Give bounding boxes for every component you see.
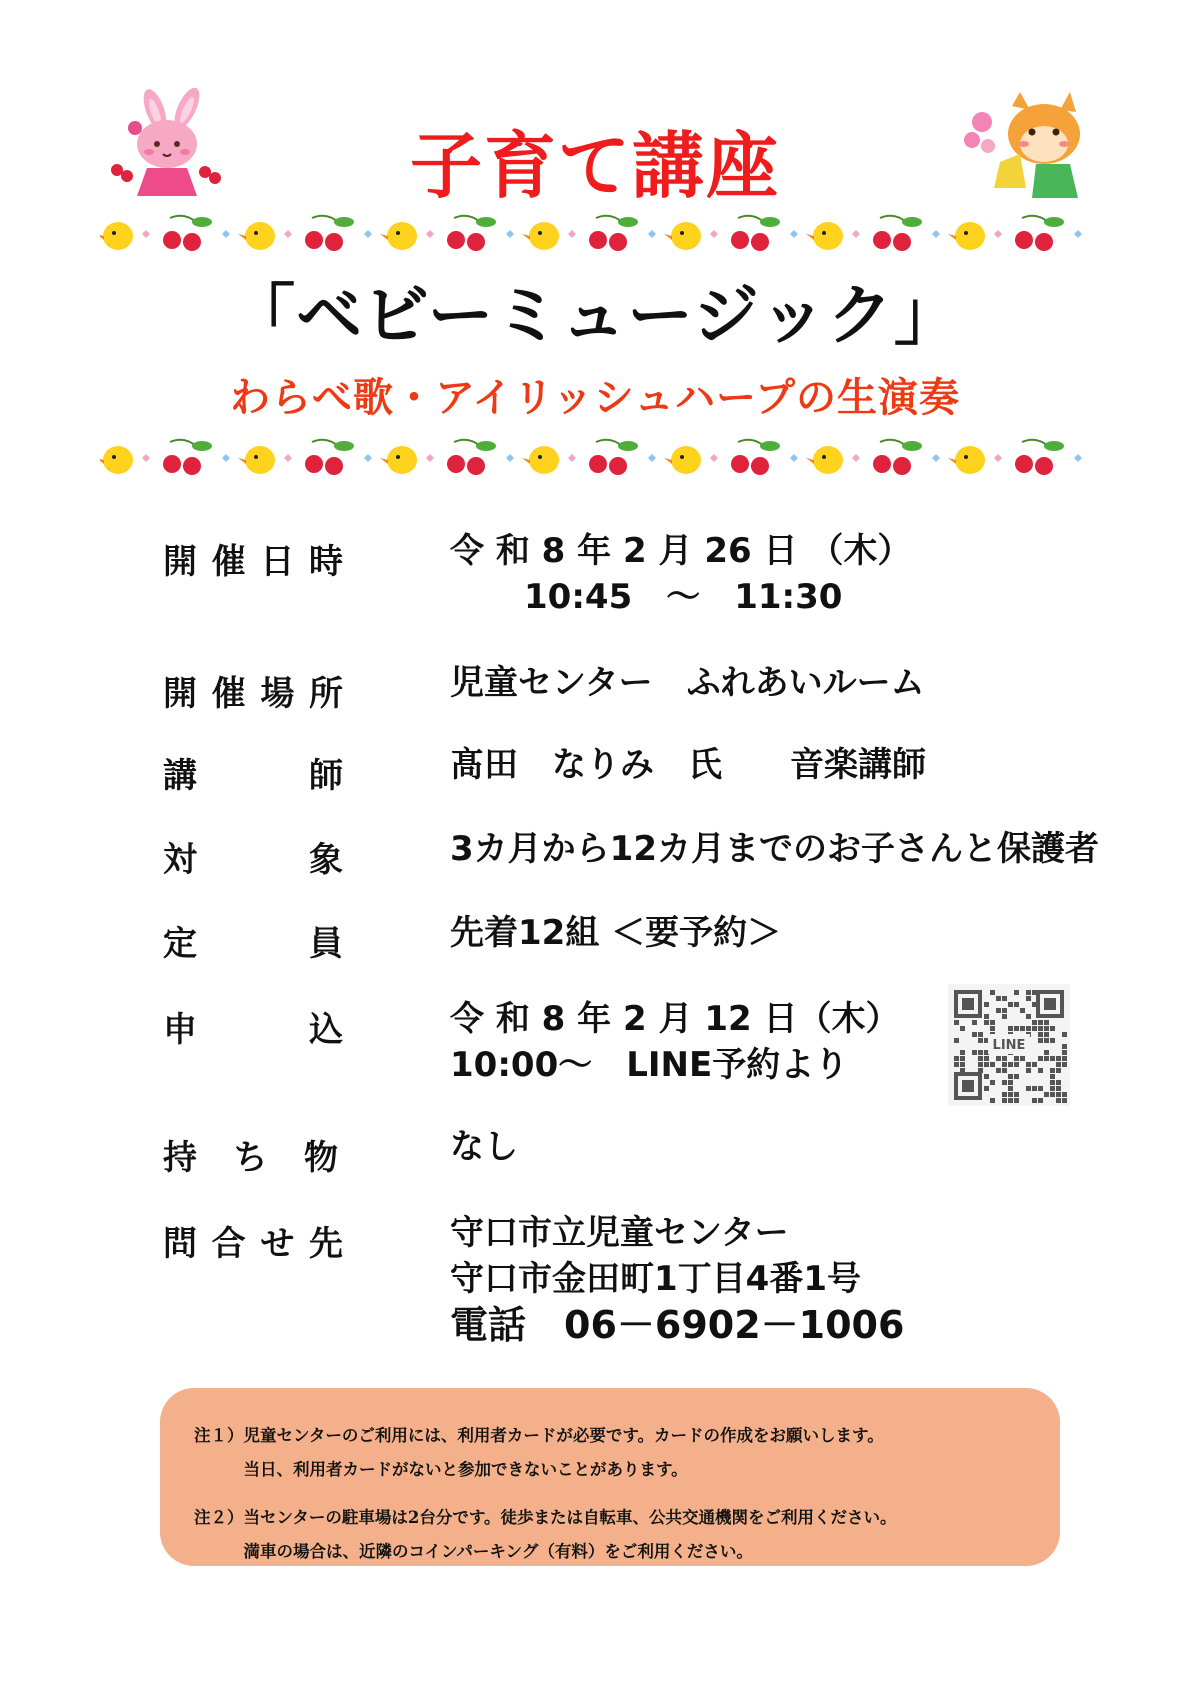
apply-method: 10:00～ LINE予約より [450,1045,849,1085]
date-value: 令 和 8 年 2 月 26 日 （木） [450,531,912,571]
qr-module [1062,1044,1067,1049]
qr-module [1038,1032,1043,1037]
qr-module [1044,1092,1049,1097]
qr-module [1014,990,1019,995]
contact-label: 問 合 せ 先 [163,1224,343,1264]
qr-module [1008,1002,1013,1007]
qr-module [984,1062,989,1067]
date-label: 開 催 日 時 [163,542,343,582]
program-subtitle: わらべ歌・アイリッシュハープの生演奏 [230,375,960,421]
heart-icon [364,454,372,462]
cherry-icon [589,216,638,251]
heart-icon [506,230,514,238]
apply-date: 令 和 8 年 2 月 12 日（木） [450,999,900,1039]
decorative-border-bottom [100,432,1090,482]
qr-module [1032,1098,1037,1103]
target-value: 3カ月から12カ月までのお子さんと保護者 [450,829,1099,869]
heart-icon [142,230,150,238]
target-label: 対 象 [163,840,343,880]
contact-address: 守口市金田町1丁目4番1号 [450,1259,861,1299]
qr-module [1002,1098,1007,1103]
qr-module [1044,1032,1049,1037]
heart-icon [852,230,860,238]
qr-module [1014,1062,1019,1067]
qr-module [1032,1086,1037,1091]
qr-module [1014,1002,1019,1007]
apply-label: 申 込 [163,1010,343,1050]
qr-module [1038,1098,1043,1103]
heart-icon [426,454,434,462]
qr-module [1008,1092,1013,1097]
qr-module [996,996,1001,1001]
qr-module [1026,1086,1031,1091]
lecturer-value: 髙田 なりみ 氏 音楽講師 [450,745,926,785]
decorative-border-top [100,208,1090,258]
page-title: 子育て講座 [409,124,780,208]
chick-icon [948,222,985,250]
contact-name: 守口市立児童センター [450,1213,789,1253]
lecturer-label: 講 師 [163,756,343,796]
qr-module [972,1050,977,1055]
heart-icon [852,454,860,462]
bring-value: なし [450,1127,518,1167]
qr-module [1002,1062,1007,1067]
chick-icon [380,222,417,250]
cherry-icon [163,216,212,251]
qr-module [1008,1098,1013,1103]
heart-icon [932,230,940,238]
qr-module [1056,1092,1061,1097]
qr-module [1026,996,1031,1001]
qr-module [1032,1062,1037,1067]
qr-module [1014,1092,1019,1097]
qr-module [1044,1026,1049,1031]
qr-module [1062,1056,1067,1061]
chick-icon [664,446,701,474]
qr-module [1014,1074,1019,1079]
qr-module [1026,1068,1031,1073]
qr-module [1020,1026,1025,1031]
qr-module [984,1002,989,1007]
chick-icon [238,446,275,474]
qr-module [1026,1062,1031,1067]
qr-module [978,1050,983,1055]
heart-icon [426,230,434,238]
heart-icon [568,230,576,238]
chick-icon [522,446,559,474]
cherry-icon [305,216,354,251]
qr-module [1050,1038,1055,1043]
capacity-value: 先着12組 ＜要予約＞ [450,913,782,953]
bring-label: 持 ち 物 [163,1138,338,1178]
qr-module [996,1008,1001,1013]
qr-module [954,1020,959,1025]
qr-module [978,1038,983,1043]
cherry-icon [873,440,922,475]
chick-icon [238,222,275,250]
qr-module [1050,1074,1055,1079]
cherry-icon [731,216,780,251]
qr-module [996,1068,1001,1073]
cherry-icon [1015,216,1064,251]
program-name: 「ベビーミュージック」 [229,277,961,354]
qr-module [990,1062,995,1067]
chick-icon [806,222,843,250]
chick-icon [948,446,985,474]
heart-icon [648,454,656,462]
qr-module [972,1020,977,1025]
qr-module [1062,1050,1067,1055]
qr-module [1062,1092,1067,1097]
qr-module [1050,1080,1055,1085]
contact-phone: 電話 06－6902－1006 [450,1303,905,1347]
time-value: 10:45 ～ 11:30 [524,577,843,617]
qr-module [1008,1074,1013,1079]
qr-module [1038,1026,1043,1031]
heart-icon [932,454,940,462]
heart-icon [710,230,718,238]
heart-icon [994,230,1002,238]
qr-module [996,1056,1001,1061]
qr-module [1014,1098,1019,1103]
qr-module [1008,1062,1013,1067]
qr-module [960,1050,965,1055]
qr-module [984,1074,989,1079]
note1-line2: 当日、利用者カードがないと参加できないことがあります。 [194,1460,688,1479]
qr-module [1056,1098,1061,1103]
qr-module [1002,1008,1007,1013]
heart-icon [222,454,230,462]
qr-module [1056,1086,1061,1091]
qr-module [1062,1098,1067,1103]
heart-icon [284,230,292,238]
qr-module [990,990,995,995]
heart-icon [364,230,372,238]
cherry-icon [731,440,780,475]
qr-module [1044,1050,1049,1055]
qr-module [1044,1056,1049,1061]
qr-module [1008,1080,1013,1085]
qr-module [1050,1026,1055,1031]
cherry-icon [305,440,354,475]
qr-module [1044,1020,1049,1025]
qr-module [1026,1014,1031,1019]
qr-module [1032,1020,1037,1025]
qr-module [978,1062,983,1067]
heart-icon [506,454,514,462]
qr-module [1002,1068,1007,1073]
qr-module [1038,1086,1043,1091]
capacity-label: 定 員 [163,924,343,964]
line-qr-code[interactable] [948,984,1070,1106]
heart-icon [790,454,798,462]
cherry-icon [589,440,638,475]
qr-module [1062,1032,1067,1037]
qr-module [1050,1068,1055,1073]
qr-module [1008,1026,1013,1031]
cherry-icon [447,216,496,251]
qr-module [1002,996,1007,1001]
qr-module [1008,1086,1013,1091]
note1-line1: 注１）児童センターのご利用には、利用者カードが必要です。カードの作成をお願いします。 [194,1426,884,1445]
cherry-icon [1015,440,1064,475]
qr-module [960,1062,965,1067]
qr-module [1050,1086,1055,1091]
qr-module [990,1080,995,1085]
qr-module [984,1014,989,1019]
qr-module [984,1020,989,1025]
qr-module [1038,1056,1043,1061]
chick-icon [664,222,701,250]
heart-icon [1074,230,1082,238]
qr-module [984,1086,989,1091]
cherry-icon [447,440,496,475]
qr-module [1050,1056,1055,1061]
heart-icon [710,454,718,462]
note2-line1: 注２）当センターの駐車場は2台分です。徒歩または自転車、公共交通機関をご利用ください。 [194,1508,897,1527]
qr-module [954,1038,959,1043]
chick-icon [522,222,559,250]
note2-line2: 満車の場合は、近隣のコインパーキング（有料）をご利用ください。 [194,1542,753,1561]
qr-module [1002,1080,1007,1085]
cherry-icon [163,440,212,475]
qr-module [1050,1092,1055,1097]
qr-module [990,1098,995,1103]
heart-icon [222,230,230,238]
chick-icon [100,222,133,250]
qr-module [990,1026,995,1031]
qr-module [1056,1062,1061,1067]
heart-icon [994,454,1002,462]
qr-module [978,1056,983,1061]
qr-module [954,1062,959,1067]
qr-module [954,1056,959,1061]
qr-module [1014,1026,1019,1031]
cherry-icon [873,216,922,251]
qr-module [1020,1008,1025,1013]
qr-module [1056,1080,1061,1085]
qr-line-text: LINE [992,1038,1026,1053]
qr-module [1038,1038,1043,1043]
heart-icon [284,454,292,462]
qr-module [1002,1014,1007,1019]
venue-value: 児童センター ふれあいルーム [450,663,925,703]
qr-module [960,1026,965,1031]
qr-module [1044,1038,1049,1043]
qr-module [1062,1062,1067,1067]
qr-module [1038,1068,1043,1073]
qr-module [1038,1020,1043,1025]
chick-icon [806,446,843,474]
qr-module [1026,990,1031,995]
qr-module [1002,1092,1007,1097]
qr-module [990,1020,995,1025]
heart-icon [1074,454,1082,462]
qr-module [1056,1068,1061,1073]
qr-module [972,1032,977,1037]
heart-icon [790,230,798,238]
qr-module [1032,1026,1037,1031]
qr-module [960,1056,965,1061]
heart-icon [142,454,150,462]
heart-icon [568,454,576,462]
qr-module [1020,1056,1025,1061]
chick-icon [380,446,417,474]
venue-label: 開 催 場 所 [163,674,343,714]
qr-module [984,1056,989,1061]
qr-module [1014,1056,1019,1061]
qr-module [1002,1056,1007,1061]
qr-module [1026,1026,1031,1031]
qr-module [1056,1056,1061,1061]
heart-icon [648,230,656,238]
qr-module [978,1032,983,1037]
chick-icon [100,446,133,474]
